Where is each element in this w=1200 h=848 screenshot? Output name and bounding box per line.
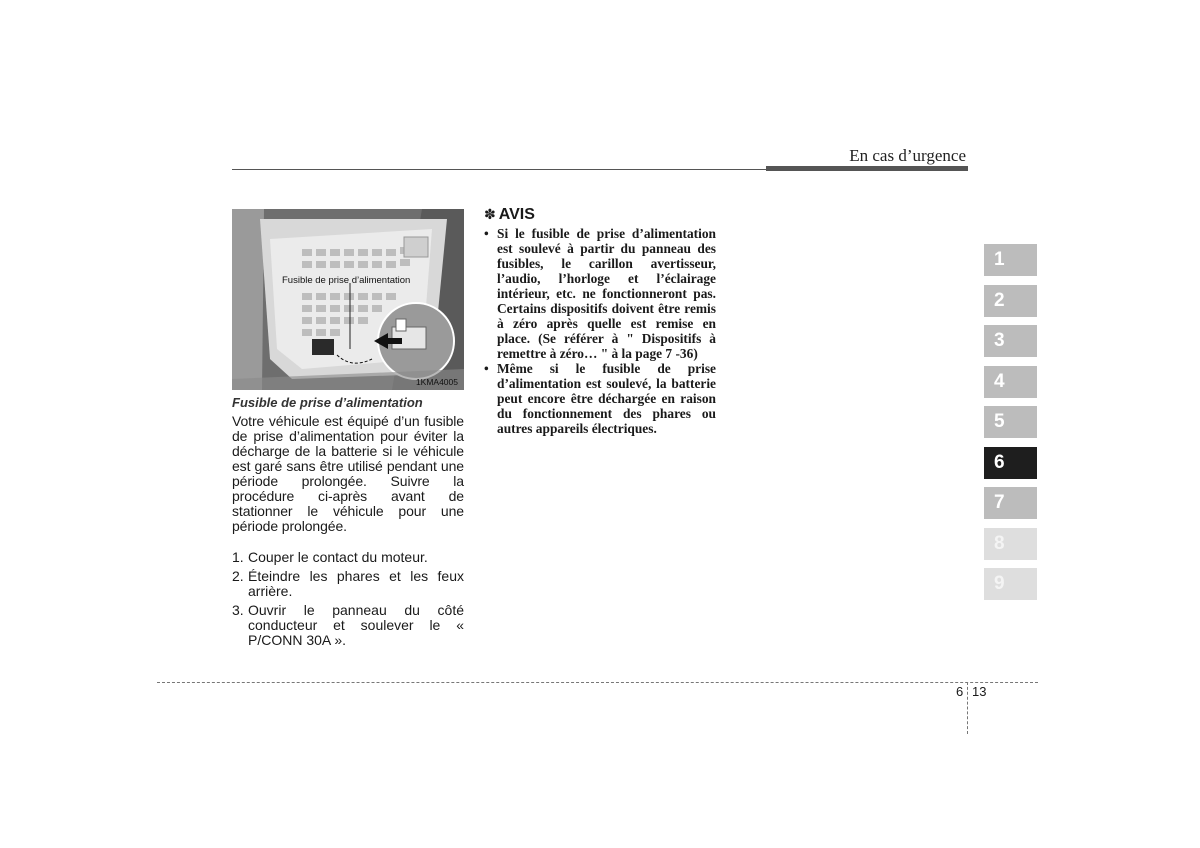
fuse-panel-photo (232, 209, 464, 390)
chapter-tab-4[interactable]: 4 (984, 366, 1037, 398)
page-chapter-number: 6 (956, 684, 964, 699)
step-number: 2. (232, 568, 244, 584)
section-caption: Fusible de prise d’alimentation (232, 395, 423, 410)
chapter-tab-5[interactable]: 5 (984, 406, 1037, 438)
step-text: Ouvrir le panneau du côté conducteur et soulever le « P/CONN 30A ». (248, 602, 464, 648)
header-bar (766, 166, 968, 171)
bullet-icon: • (484, 361, 489, 376)
intro-paragraph: Votre véhicule est équipé d’un fusible de prise d’alimentation pour éviter la décharge de la batterie si le véhicule est garé sans être utilisé pendant une période prolongée. Suivre la procédure ci-après avant de stationner le véhicule pour une période prolongée. (232, 413, 464, 534)
notice-title (484, 206, 716, 224)
chapter-tab-3[interactable]: 3 (984, 325, 1037, 357)
chapter-tabs (984, 244, 1037, 609)
notice-text: Même si le fusible de prise d’alimentation est soulevé, la batterie peut encore être déchargée en raison du fonctionnement des phares ou autres appareils électriques. (497, 361, 716, 436)
step-item (232, 569, 464, 599)
notice-list (484, 226, 716, 436)
notice-item (484, 361, 716, 436)
notice-box (484, 206, 716, 436)
chapter-tab-1[interactable]: 1 (984, 244, 1037, 276)
step-number: 1. (232, 549, 244, 565)
notice-item (484, 226, 716, 361)
section-title: En cas d’urgence (849, 146, 966, 165)
notice-text: Si le fusible de prise d’alimentation est soulevé à partir du panneau des fusibles, le carillon avertisseur, l’audio, l’horloge et l’éclairage intérieur, etc. ne fonctionneront pas. Certains dispositifs doivent être remis à zéro après quelle est remise en place. (Se référer à " Dispositifs à remettre à zéro… " à la page 7 -36) (497, 226, 716, 361)
page-number: 13 (972, 684, 987, 699)
chapter-tab-2[interactable]: 2 (984, 285, 1037, 317)
procedure-steps (232, 550, 464, 648)
chapter-tab-7[interactable]: 7 (984, 487, 1037, 519)
step-item (232, 550, 464, 565)
notice-title-text: AVIS (498, 206, 535, 223)
step-number: 3. (232, 602, 244, 618)
step-text: Éteindre les phares et les feux arrière. (248, 568, 464, 599)
header-rule (232, 169, 766, 170)
bullet-icon: • (484, 226, 489, 241)
left-column (232, 395, 464, 652)
figure-label: Fusible de prise d’alimentation (282, 275, 411, 286)
notice-star-icon: ✽ (484, 207, 496, 223)
footer-rule (157, 682, 1038, 683)
step-item (232, 603, 464, 648)
fuse-panel-illustration (232, 209, 464, 390)
chapter-tab-6[interactable]: 6 (984, 447, 1037, 479)
chapter-tab-8[interactable]: 8 (984, 528, 1037, 560)
footer-divider (967, 682, 968, 734)
figure-code: 1KMA4005 (415, 377, 458, 387)
chapter-tab-9[interactable]: 9 (984, 568, 1037, 600)
step-text: Couper le contact du moteur. (248, 549, 428, 565)
